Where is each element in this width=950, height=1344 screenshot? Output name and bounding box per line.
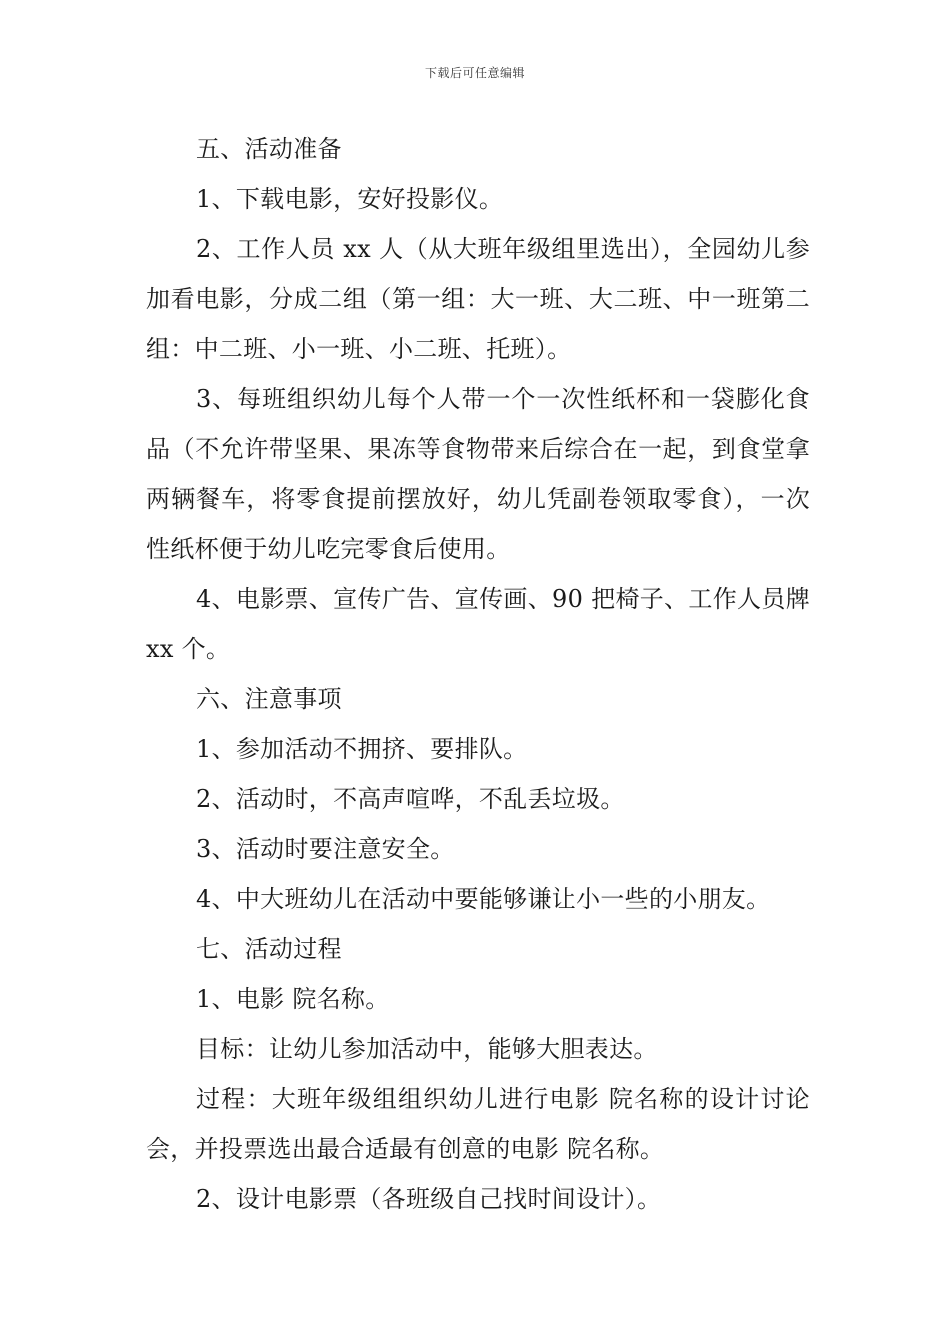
paragraph: 4、中大班幼儿在活动中要能够谦让小一些的小朋友。 (196, 885, 771, 913)
paragraph: 3、活动时要注意安全。 (196, 835, 455, 863)
paragraph: 1、电影 院名称。 (196, 985, 390, 1013)
section-heading-notes: 六、注意事项 (196, 685, 342, 713)
paragraph: 2、设计电影票（各班级自己找时间设计）。 (196, 1185, 662, 1213)
paragraph: 4、电影票、宣传广告、宣传画、90 把椅子、工作人员牌 xx 个。 (146, 585, 810, 663)
document-body (146, 124, 810, 1224)
paragraph: 1、参加活动不拥挤、要排队。 (196, 735, 528, 763)
paragraph: 目标：让幼儿参加活动中，能够大胆表达。 (196, 1035, 658, 1063)
paragraph: 3、每班组织幼儿每个人带一个一次性纸杯和一袋膨化食品（不允许带坚果、果冻等食物带来后综合在一起，到食堂拿两辆餐车，将零食提前摆放好，幼儿凭副卷领取零食），一次性纸杯便于幼儿吃完零食后使用。 (146, 385, 810, 563)
section-heading-process: 七、活动过程 (196, 935, 342, 963)
paragraph: 过程：大班年级组组织幼儿进行电影 院名称的设计讨论会，并投票选出最合适最有创意的电影 院名称。 (146, 1085, 810, 1163)
paragraph: 2、活动时，不高声喧哗，不乱丢垃圾。 (196, 785, 625, 813)
section-heading-preparation: 五、活动准备 (196, 135, 342, 163)
paragraph: 1、下载电影，安好投影仪。 (196, 185, 504, 213)
page-header: 下载后可任意编辑 (424, 66, 525, 80)
paragraph: 2、工作人员 xx 人（从大班年级组里选出），全园幼儿参加看电影，分成二组（第一组：大一班、大二班、中一班第二组：中二班、小一班、小二班、托班）。 (146, 235, 810, 363)
